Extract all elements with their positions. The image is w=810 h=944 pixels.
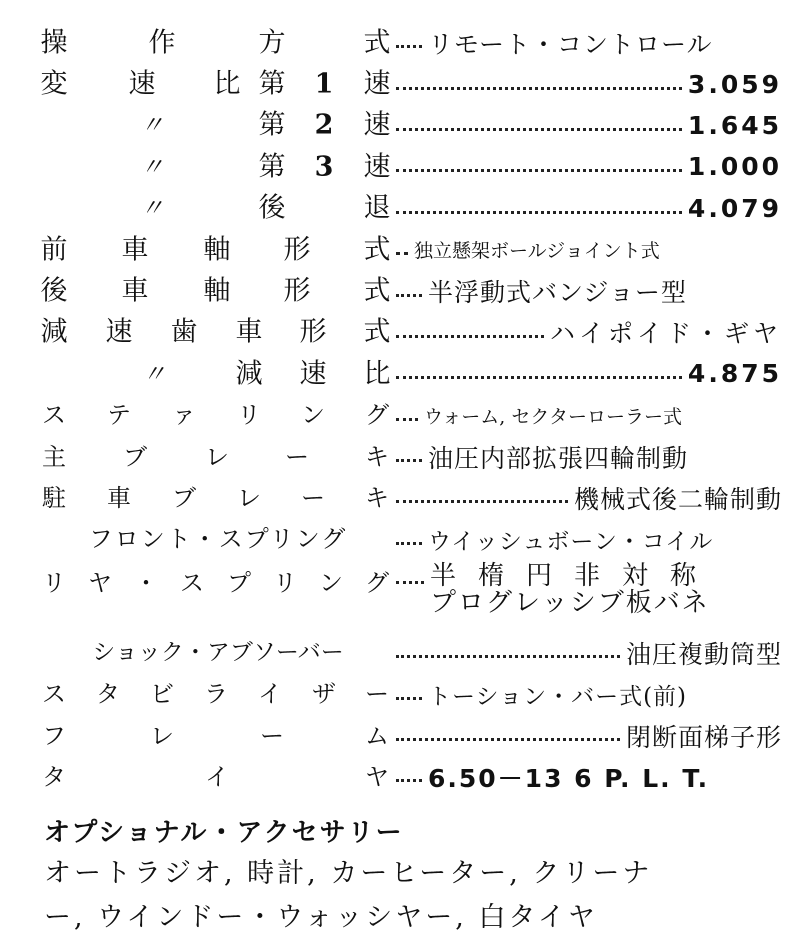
spec-row-main-brake xyxy=(42,436,782,477)
label-char: ブ xyxy=(172,483,196,512)
spec-row-reduction-gear xyxy=(42,312,782,353)
spec-label xyxy=(42,270,394,311)
label-char: 車 xyxy=(107,483,131,512)
spec-label xyxy=(42,353,394,394)
label-char: ス xyxy=(180,569,204,598)
spec-label xyxy=(42,22,394,63)
label-char: 第 xyxy=(258,109,286,141)
spec-value: 閉断面梯子形 xyxy=(625,722,782,752)
label-char: ム xyxy=(365,721,389,750)
dot-leader xyxy=(396,335,544,338)
dot-leader xyxy=(396,779,422,782)
label-char: ビ xyxy=(150,680,174,709)
spec-label xyxy=(42,560,394,632)
label-char: テ xyxy=(107,401,131,430)
spec-value: 半浮動式バンジョー型 xyxy=(428,278,687,308)
dot-leader xyxy=(396,542,422,545)
label-char: 軸 xyxy=(203,275,231,307)
spec-row-tire xyxy=(42,756,782,797)
label-char: リ xyxy=(42,569,66,598)
label-char: 形 xyxy=(299,316,327,348)
dot-leader xyxy=(396,581,424,584)
label-char: ー xyxy=(285,442,309,471)
spec-row-front-axle xyxy=(42,229,782,270)
spec-value: 4.875 xyxy=(687,359,782,389)
label-char: 速 xyxy=(105,316,133,348)
label-char: タ xyxy=(96,680,120,709)
dot-leader xyxy=(396,418,418,421)
spec-label xyxy=(42,673,394,714)
label-char: ヤ xyxy=(365,762,389,791)
label-char: 車 xyxy=(121,275,149,307)
spec-row-parking-brake xyxy=(42,477,782,518)
spec-label xyxy=(42,312,394,353)
spec-label xyxy=(42,229,394,270)
label-char: 軸 xyxy=(203,234,231,266)
label-char: ラ xyxy=(204,680,228,709)
label-char: 比 xyxy=(213,68,241,100)
label-char: ス xyxy=(42,401,66,430)
label-text: ショック・アブソーバー xyxy=(92,639,344,666)
dot-leader xyxy=(396,376,682,379)
spec-label xyxy=(42,395,394,436)
spec-label xyxy=(42,756,394,797)
spec-row-reverse xyxy=(42,188,782,229)
spec-label xyxy=(42,632,394,673)
ditto-mark: 〃 xyxy=(140,111,164,140)
label-char: 式 xyxy=(363,316,391,348)
spec-value: 4.079 xyxy=(687,193,782,223)
label-text: フロント・スプリング xyxy=(88,525,348,554)
label-char: イ xyxy=(205,762,229,791)
label-char: 車 xyxy=(121,234,149,266)
label-char: 方 xyxy=(258,27,286,59)
label-char: ヤ xyxy=(88,569,112,598)
label-char: 速 xyxy=(363,109,391,141)
spec-value: 1.645 xyxy=(687,110,782,140)
spec-value-line: プログレッシブ板バネ xyxy=(430,588,710,619)
spec-row-gear-1 xyxy=(42,63,782,104)
label-char: 第 xyxy=(258,151,286,183)
label-char: グ xyxy=(365,569,389,598)
label-char: ー xyxy=(301,483,325,512)
optional-line: ー, ウインドー・ウォッシヤー, 白タイヤ xyxy=(44,902,598,933)
ditto-mark: 〃 xyxy=(140,152,164,181)
spec-value: 1.000 xyxy=(687,152,782,182)
label-char: 2 xyxy=(314,109,334,141)
label-char: 車 xyxy=(235,316,263,348)
label-char: 1 xyxy=(314,68,334,100)
label-char: 減 xyxy=(235,358,263,390)
dot-leader xyxy=(396,128,682,131)
spec-value: リモート・コントロール xyxy=(428,29,713,59)
dot-leader xyxy=(396,294,422,297)
label-char: ン xyxy=(301,401,325,430)
optional-accessories-list xyxy=(44,852,784,940)
label-char: 駐 xyxy=(42,483,66,512)
spec-row-shock-absorber xyxy=(42,632,782,673)
label-char: フ xyxy=(42,721,66,750)
label-char: 第 xyxy=(258,68,286,100)
label-char: 作 xyxy=(148,27,176,59)
label-char: ス xyxy=(42,680,66,709)
dot-leader xyxy=(396,252,408,255)
optional-accessories-heading: オプショナル・アクセサリー xyxy=(44,818,404,848)
label-char: ー xyxy=(365,680,389,709)
optional-line: オートラジオ, 時計, カーヒーター, クリーナ xyxy=(44,858,653,889)
label-char: ン xyxy=(319,569,343,598)
label-char: ザ xyxy=(312,680,336,709)
label-char: レ xyxy=(237,483,261,512)
label-char: ・ xyxy=(134,569,158,598)
spec-row-front-spring xyxy=(42,519,782,560)
label-char: 3 xyxy=(314,151,334,183)
spec-row-stabilizer xyxy=(42,673,782,714)
label-char: タ xyxy=(42,762,66,791)
dot-leader xyxy=(396,738,620,741)
spec-value: トーション・バー式(前) xyxy=(428,683,688,710)
label-char: 退 xyxy=(363,192,391,224)
spec-label xyxy=(42,188,394,229)
label-char: 速 xyxy=(363,68,391,100)
spec-value-line: 半楕円非対称 xyxy=(430,561,719,592)
dot-leader xyxy=(396,459,422,462)
label-char: リ xyxy=(273,569,297,598)
label-char: キ xyxy=(365,483,389,512)
spec-value: ウイッシュボーン・コイル xyxy=(428,528,714,555)
spec-value: 6.50－13 6 P. L. T. xyxy=(428,763,710,793)
label-char: ァ xyxy=(172,401,196,430)
spec-value: 3.059 xyxy=(687,69,782,99)
spec-value: 機械式後二輪制動 xyxy=(573,484,782,514)
dot-leader xyxy=(396,500,568,503)
dot-leader xyxy=(396,45,422,48)
spec-table xyxy=(42,22,782,798)
label-char: イ xyxy=(258,680,282,709)
spec-value: 独立懸架ボールジョイント式 xyxy=(414,240,660,263)
label-char: 後 xyxy=(258,192,286,224)
label-char: 後 xyxy=(40,275,68,307)
label-char: 形 xyxy=(283,275,311,307)
spec-row-final-ratio xyxy=(42,353,782,394)
dot-leader xyxy=(396,87,682,90)
label-char: 式 xyxy=(363,234,391,266)
dot-leader xyxy=(396,211,682,214)
label-char: 式 xyxy=(363,275,391,307)
label-char: 主 xyxy=(42,442,66,471)
label-char: 操 xyxy=(40,27,68,59)
dot-leader xyxy=(396,655,620,658)
spec-value xyxy=(430,563,718,618)
label-char: 速 xyxy=(128,68,156,100)
label-char: 比 xyxy=(363,358,391,390)
label-char: 減 xyxy=(40,316,68,348)
label-char: プ xyxy=(227,569,251,598)
label-char: リ xyxy=(237,401,261,430)
label-char: 形 xyxy=(283,234,311,266)
spec-label xyxy=(42,477,394,518)
label-char: ブ xyxy=(123,442,147,471)
spec-value: ウォーム, セクターローラー式 xyxy=(424,405,682,428)
ditto-mark: 〃 xyxy=(140,194,164,223)
label-char: 歯 xyxy=(170,316,198,348)
spec-row-gear-3 xyxy=(42,146,782,187)
label-char: レ xyxy=(205,442,229,471)
label-char: 速 xyxy=(299,358,327,390)
spec-row-steering xyxy=(42,395,782,436)
ditto-mark: 〃 xyxy=(142,359,166,388)
label-char: 速 xyxy=(363,151,391,183)
spec-row-rear-spring xyxy=(42,560,782,632)
label-char: 前 xyxy=(40,234,68,266)
label-char: 式 xyxy=(363,27,391,59)
spec-label xyxy=(42,519,394,560)
spec-value: 油圧内部拡張四輪制動 xyxy=(428,443,689,473)
spec-row-frame xyxy=(42,715,782,756)
spec-value: ハイポイド・ギヤ xyxy=(549,319,782,349)
spec-label xyxy=(42,715,394,756)
label-char: レ xyxy=(150,721,174,750)
dot-leader xyxy=(396,697,422,700)
spec-row-operation xyxy=(42,22,782,63)
dot-leader xyxy=(396,169,682,172)
spec-row-rear-axle xyxy=(42,270,782,311)
label-char: ー xyxy=(260,721,284,750)
spec-label xyxy=(42,105,394,146)
spec-row-gear-2 xyxy=(42,105,782,146)
spec-label xyxy=(42,63,394,104)
label-char: キ xyxy=(365,442,389,471)
spec-label xyxy=(42,146,394,187)
label-char: 変 xyxy=(40,68,68,100)
label-char: グ xyxy=(365,401,389,430)
spec-label xyxy=(42,436,394,477)
spec-value: 油圧複動筒型 xyxy=(625,639,782,669)
